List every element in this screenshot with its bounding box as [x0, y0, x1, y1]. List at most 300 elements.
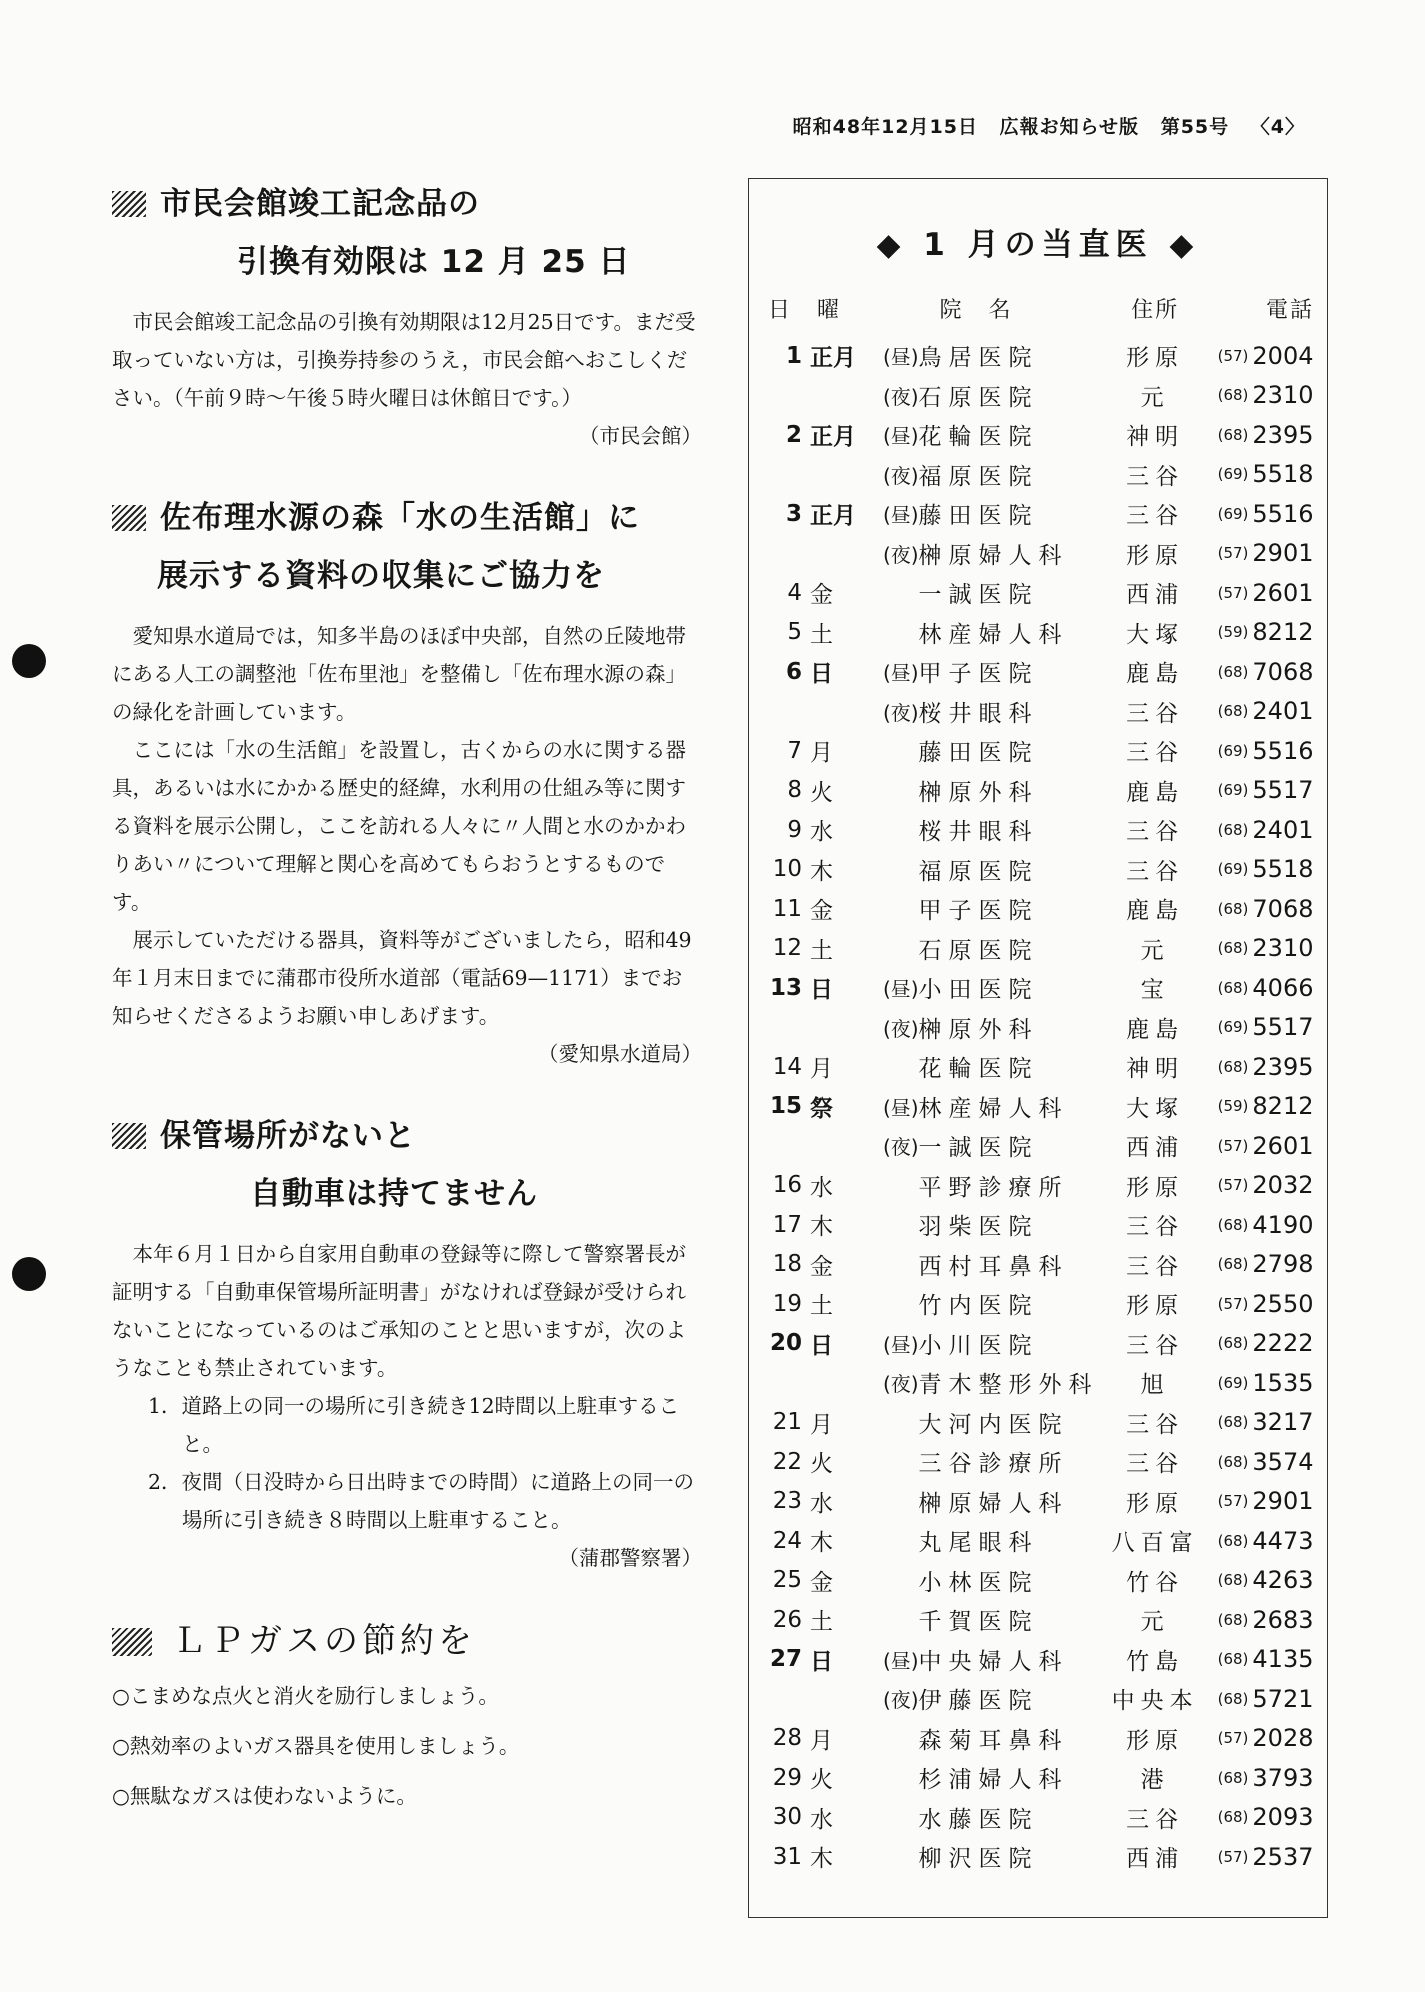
table-row: [767, 1482, 1315, 1522]
cell-address: 神明: [1126, 1056, 1185, 1083]
cell-dow: 日: [810, 1648, 833, 1675]
cell-shift: [857, 1837, 918, 1877]
cell-address: 元: [1140, 1609, 1170, 1636]
cell-area: (68): [1217, 978, 1249, 997]
cell-shift: (昼): [882, 1648, 919, 1673]
cell-address: 三谷: [1126, 1253, 1185, 1280]
cell-dow: 土: [810, 1293, 833, 1320]
cell-number: 5516: [1252, 499, 1314, 528]
cell-address: 形原: [1126, 1490, 1185, 1517]
cell-day: 3: [785, 500, 802, 527]
header-page: 〈4〉: [1250, 116, 1305, 138]
cell-area: (68): [1217, 1650, 1249, 1669]
cell-day: [767, 376, 810, 416]
cell-number: 4135: [1252, 1645, 1314, 1674]
cell-address: 宝: [1140, 977, 1170, 1004]
cell-dow: 木: [810, 1846, 833, 1873]
cell-shift: (昼): [882, 977, 919, 1002]
cell-number: 2222: [1252, 1329, 1314, 1358]
cell-shift: (夜): [882, 1688, 919, 1713]
cell-area: (57): [1217, 1136, 1249, 1155]
cell-dow: [810, 1126, 857, 1166]
cell-area: (57): [1217, 1294, 1249, 1313]
col-header-hospital: 院 名: [939, 297, 1021, 323]
cell-hospital: 林産婦人科: [918, 1095, 1069, 1122]
cell-area: (68): [1217, 702, 1249, 721]
cell-day: 7: [787, 737, 802, 764]
cell-area: (68): [1217, 820, 1249, 839]
table-row: [767, 968, 1315, 1008]
table-row: [767, 1324, 1315, 1364]
table-row: [767, 1640, 1315, 1680]
cell-address: 形原: [1126, 1727, 1185, 1754]
cell-day: 21: [772, 1409, 802, 1436]
table-row: [767, 771, 1315, 811]
cell-day: 24: [772, 1527, 802, 1554]
cell-shift: (夜): [882, 542, 919, 567]
cell-area: (57): [1217, 1729, 1249, 1748]
table-row: [767, 376, 1315, 416]
cell-address: 港: [1140, 1767, 1170, 1794]
cell-dow: 木: [810, 1214, 833, 1241]
cell-dow: 月: [810, 1411, 833, 1438]
cell-number: 2401: [1252, 815, 1314, 844]
cell-day: 8: [787, 777, 802, 804]
col-header-phone: 電話: [1265, 297, 1314, 323]
cell-day: 20: [769, 1330, 802, 1357]
cell-area: (57): [1217, 1847, 1249, 1866]
table-row: [767, 1126, 1315, 1166]
table-row: [767, 1600, 1315, 1640]
cell-day: 9: [787, 816, 802, 843]
cell-dow: [810, 1679, 857, 1719]
table-row: [767, 810, 1315, 850]
cell-number: 5517: [1252, 1013, 1314, 1042]
cell-area: (68): [1217, 1610, 1249, 1629]
hatch-mark-icon: [112, 1123, 146, 1149]
cell-hospital: 小田医院: [918, 977, 1039, 1004]
cell-area: (69): [1217, 860, 1249, 879]
table-row: [767, 692, 1315, 732]
cell-hospital: 一誠医院: [918, 1135, 1039, 1162]
table-row: [767, 1245, 1315, 1285]
table-row: [767, 1679, 1315, 1719]
binding-hole-icon: [12, 1257, 46, 1291]
article-source: （市民会館）: [579, 424, 702, 448]
cell-area: (69): [1217, 781, 1249, 800]
table-row: [767, 1561, 1315, 1601]
cell-shift: [857, 1442, 918, 1482]
cell-hospital: 中央婦人科: [918, 1648, 1069, 1675]
cell-number: 2395: [1252, 420, 1314, 449]
cell-number: 2601: [1252, 1131, 1314, 1160]
cell-address: 三谷: [1126, 700, 1185, 727]
cell-day: 19: [772, 1290, 802, 1317]
cell-number: 5518: [1252, 460, 1314, 489]
cell-hospital: 藤田医院: [918, 740, 1039, 767]
cell-hospital: 鳥居医院: [918, 345, 1039, 372]
cell-day: 5: [787, 619, 802, 646]
cell-shift: [857, 1561, 918, 1601]
cell-dow: [810, 534, 857, 574]
cell-shift: (夜): [882, 1016, 919, 1041]
cell-address: 大塚: [1126, 1095, 1185, 1122]
cell-hospital: 丸尾眼科: [918, 1530, 1039, 1557]
article-body: 市民会館竣工記念品の引換有効期限は12月25日です。まだ受取っていない方は，引換券持参のうえ，市民会館へおこしください。（午前９時〜午後５時火曜日は休館日です。） （市民会館）: [112, 303, 702, 455]
header-issue: 第55号: [1160, 116, 1230, 138]
table-row: [767, 613, 1315, 653]
cell-shift: (夜): [882, 384, 919, 409]
cell-hospital: 甲子医院: [918, 661, 1039, 688]
cell-area: (57): [1217, 1176, 1249, 1195]
cell-number: 2683: [1252, 1605, 1314, 1634]
cell-shift: [857, 613, 918, 653]
cell-area: (68): [1217, 1531, 1249, 1550]
table-row: [767, 1719, 1315, 1759]
cell-hospital: 石原医院: [918, 937, 1039, 964]
cell-dow: 日: [810, 977, 833, 1004]
cell-address: 中央本: [1111, 1688, 1199, 1715]
cell-number: 2901: [1252, 1487, 1314, 1516]
cell-area: (69): [1217, 1018, 1249, 1037]
cell-area: (68): [1217, 1334, 1249, 1353]
cell-address: 三谷: [1126, 1332, 1185, 1359]
cell-day: 17: [772, 1211, 802, 1238]
cell-address: 竹島: [1126, 1648, 1185, 1675]
cell-address: 元: [1140, 384, 1170, 411]
cell-dow: 日: [810, 1332, 833, 1359]
cell-day: 31: [772, 1843, 802, 1870]
list-item: ○こまめな点火と消火を励行しましょう。: [112, 1684, 499, 1708]
table-row: [767, 1837, 1315, 1877]
cell-address: 三谷: [1126, 1214, 1185, 1241]
cell-day: 12: [772, 935, 802, 962]
cell-area: (57): [1217, 544, 1249, 563]
cell-shift: (昼): [882, 424, 919, 449]
article-civic-hall: [112, 175, 702, 455]
article-title: ＬＰガスの節約を: [112, 1611, 702, 1671]
page-header: [779, 112, 1305, 139]
article-lp-gas: [112, 1611, 702, 1821]
cell-number: 3217: [1252, 1408, 1314, 1437]
cell-hospital: 花輪医院: [918, 1056, 1039, 1083]
cell-dow: 月: [810, 740, 833, 767]
cell-area: (68): [1217, 425, 1249, 444]
cell-shift: [857, 1719, 918, 1759]
cell-dow: 火: [810, 1767, 833, 1794]
cell-number: 7068: [1252, 657, 1314, 686]
article-parking: [112, 1107, 702, 1577]
cell-dow: [810, 692, 857, 732]
cell-area: (68): [1217, 1571, 1249, 1590]
cell-dow: 木: [810, 1530, 833, 1557]
cell-hospital: 林産婦人科: [918, 621, 1069, 648]
cell-number: 2032: [1252, 1171, 1314, 1200]
cell-hospital: 水藤医院: [918, 1806, 1039, 1833]
cell-address: 西浦: [1126, 1846, 1185, 1873]
list-item: 2．夜間（日没時から日出時までの時間）に道路上の同一の場所に引き続き８時間以上駐車すること。: [148, 1470, 695, 1532]
cell-day: 23: [772, 1488, 802, 1515]
cell-dow: [810, 1363, 857, 1403]
cell-dow: 土: [810, 621, 833, 648]
cell-hospital: 杉浦婦人科: [918, 1767, 1069, 1794]
list-item: ○熱効率のよいガス器具を使用しましょう。: [112, 1734, 520, 1758]
cell-dow: [810, 455, 857, 495]
left-column: [112, 175, 702, 1855]
cell-address: 鹿島: [1126, 898, 1185, 925]
cell-shift: [857, 1521, 918, 1561]
cell-dow: 金: [810, 582, 833, 609]
cell-day: 10: [772, 856, 802, 883]
cell-address: 形原: [1126, 1293, 1185, 1320]
table-row: [767, 1442, 1315, 1482]
header-publication: 広報お知らせ版: [999, 116, 1140, 138]
cell-hospital: 甲子医院: [918, 898, 1039, 925]
cell-address: 西浦: [1126, 1135, 1185, 1162]
cell-address: 三谷: [1126, 1451, 1185, 1478]
cell-hospital: 小川医院: [918, 1332, 1039, 1359]
cell-number: 2395: [1252, 1052, 1314, 1081]
cell-area: (59): [1217, 623, 1249, 642]
cell-number: 3574: [1252, 1447, 1314, 1476]
list-item: 1．道路上の同一の場所に引き続き12時間以上駐車すること。: [148, 1394, 680, 1456]
cell-area: (68): [1217, 1057, 1249, 1076]
cell-shift: [857, 1798, 918, 1838]
cell-day: 6: [785, 658, 802, 685]
cell-number: 4190: [1252, 1210, 1314, 1239]
cell-dow: 月: [810, 1727, 833, 1754]
cell-hospital: 榊原外科: [918, 1016, 1039, 1043]
cell-area: (69): [1217, 465, 1249, 484]
cell-dow: 水: [810, 819, 833, 846]
cell-dow: 木: [810, 858, 833, 885]
cell-hospital: 柳沢医院: [918, 1846, 1039, 1873]
cell-hospital: 福原医院: [918, 463, 1039, 490]
cell-hospital: 三谷診療所: [918, 1451, 1069, 1478]
cell-area: (68): [1217, 1808, 1249, 1827]
cell-dow: 金: [810, 1253, 833, 1280]
cell-number: 2310: [1252, 934, 1314, 963]
cell-number: 8212: [1252, 618, 1314, 647]
article-body: 愛知県水道局では，知多半島のほぼ中央部，自然の丘陵地帯にある人工の調整池「佐布里池」を整備し「佐布理水源の森」の緑化を計画しています。 ここには「水の生活館」を設置し，古くからの水に関する器具，あるいは水にかかる歴史的経緯，水利用の仕組み等に関する資料を展示公開し，ここを訪れる人々に〃人間と水のかかわりあい〃について理解と関心を高めてもらおうとするものです。 展示していただける器具，資料等がございましたら，昭和49年１月末日までに蒲郡市役所水道部（電話69—1171）までお知らせくださるようお願い申しあげます。 （愛知県水道局）: [112, 617, 702, 1073]
cell-address: 西浦: [1126, 582, 1185, 609]
cell-number: 5517: [1252, 776, 1314, 805]
cell-hospital: 桜井眼科: [918, 819, 1039, 846]
cell-number: 2798: [1252, 1250, 1314, 1279]
cell-day: 13: [769, 974, 802, 1001]
cell-number: 2550: [1252, 1289, 1314, 1318]
table-row: [767, 455, 1315, 495]
cell-day: [767, 1679, 810, 1719]
cell-dow: 月: [810, 1056, 833, 1083]
cell-area: (57): [1217, 1492, 1249, 1511]
header-date: 昭和48年12月15日: [792, 116, 978, 138]
list-item: ○無駄なガスは使わないように。: [112, 1784, 417, 1808]
cell-area: (68): [1217, 386, 1249, 405]
table-row: [767, 534, 1315, 574]
cell-dow: 水: [810, 1174, 833, 1201]
cell-dow: [810, 376, 857, 416]
cell-hospital: 千賀医院: [918, 1609, 1039, 1636]
cell-hospital: 西村耳鼻科: [918, 1253, 1069, 1280]
cell-address: 元: [1140, 937, 1170, 964]
cell-number: 2004: [1252, 341, 1314, 370]
cell-day: 26: [772, 1606, 802, 1633]
cell-day: 15: [769, 1093, 802, 1120]
table-row: [767, 850, 1315, 890]
cell-dow: [810, 1008, 857, 1048]
cell-hospital: 福原医院: [918, 858, 1039, 885]
table-row: [767, 1403, 1315, 1443]
cell-address: 三谷: [1126, 740, 1185, 767]
cell-shift: [857, 850, 918, 890]
article-body: 本年６月１日から自家用自動車の登録等に際して警察署長が証明する「自動車保管場所証明書」がなければ登録が受けられないことになっているのはご承知のことと思いますが，次のようなことも禁止されています。 1．道路上の同一の場所に引き続き12時間以上駐車すること。 2．夜間（日没時から日出時までの時間）に道路上の同一の場所に引き続き８時間以上駐車すること。 （蒲郡警察署）: [112, 1235, 702, 1577]
cell-address: 鹿島: [1126, 1016, 1185, 1043]
cell-area: (68): [1217, 1689, 1249, 1708]
cell-hospital: 花輪医院: [918, 424, 1039, 451]
cell-hospital: 大河内医院: [918, 1411, 1069, 1438]
cell-dow: 土: [810, 1609, 833, 1636]
table-row: [767, 1521, 1315, 1561]
cell-hospital: 竹内医院: [918, 1293, 1039, 1320]
cell-hospital: 伊藤医院: [918, 1688, 1039, 1715]
table-row: [767, 929, 1315, 969]
cell-hospital: 藤田医院: [918, 503, 1039, 530]
cell-shift: [857, 1047, 918, 1087]
cell-day: 2: [785, 421, 802, 448]
cell-shift: [857, 889, 918, 929]
article-title: 保管場所がないと 自動車は持てません: [112, 1107, 702, 1223]
cell-shift: (夜): [882, 1372, 919, 1397]
cell-day: [767, 1363, 810, 1403]
cell-dow: 火: [810, 779, 833, 806]
table-row: [767, 1087, 1315, 1127]
cell-hospital: 桜井眼科: [918, 700, 1039, 727]
cell-address: 三谷: [1126, 463, 1185, 490]
table-row: [767, 1205, 1315, 1245]
cell-day: [767, 534, 810, 574]
table-row: [767, 1008, 1315, 1048]
cell-dow: 水: [810, 1806, 833, 1833]
cell-area: (68): [1217, 1255, 1249, 1274]
cell-shift: [857, 1166, 918, 1206]
cell-day: 28: [772, 1725, 802, 1752]
cell-dow: 正月: [810, 345, 856, 372]
cell-day: 11: [772, 895, 802, 922]
cell-address: 竹谷: [1126, 1569, 1185, 1596]
cell-dow: 正月: [810, 424, 856, 451]
cell-day: 22: [772, 1448, 802, 1475]
hatch-mark-icon: [112, 191, 146, 217]
cell-day: [767, 1126, 810, 1166]
duty-table: [767, 280, 1315, 1877]
cell-address: 大塚: [1126, 621, 1185, 648]
cell-number: 2537: [1252, 1842, 1314, 1871]
col-header-address: 住所: [1131, 297, 1180, 323]
cell-area: (68): [1217, 662, 1249, 681]
cell-shift: [857, 1758, 918, 1798]
cell-hospital: 榊原婦人科: [918, 542, 1069, 569]
cell-day: [767, 692, 810, 732]
cell-area: (68): [1217, 1413, 1249, 1432]
cell-address: 形原: [1126, 345, 1185, 372]
cell-day: 27: [769, 1646, 802, 1673]
cell-shift: [857, 771, 918, 811]
cell-dow: 金: [810, 1569, 833, 1596]
table-row: [767, 336, 1315, 376]
cell-address: 神明: [1126, 424, 1185, 451]
article-source: （愛知県水道局）: [538, 1042, 702, 1066]
hatch-mark-icon: [112, 1628, 152, 1656]
col-header-day: 日 曜: [768, 297, 849, 323]
cell-area: (57): [1217, 346, 1249, 365]
cell-dow: 正月: [810, 503, 856, 530]
cell-shift: [857, 810, 918, 850]
cell-hospital: 森菊耳鼻科: [918, 1727, 1069, 1754]
cell-day: 25: [772, 1567, 802, 1594]
cell-number: 4473: [1252, 1526, 1314, 1555]
cell-hospital: 青木整形外科: [918, 1372, 1099, 1399]
cell-number: 5518: [1252, 855, 1314, 884]
table-row: [767, 1284, 1315, 1324]
cell-area: (68): [1217, 899, 1249, 918]
table-row: [767, 1758, 1315, 1798]
cell-shift: (夜): [882, 700, 919, 725]
cell-number: 2601: [1252, 578, 1314, 607]
cell-address: 鹿島: [1126, 779, 1185, 806]
cell-hospital: 平野診療所: [918, 1174, 1069, 1201]
cell-area: (68): [1217, 939, 1249, 958]
cell-number: 2093: [1252, 1803, 1314, 1832]
cell-number: 2901: [1252, 539, 1314, 568]
cell-address: 三谷: [1126, 819, 1185, 846]
article-title: 佐布理水源の森「水の生活館」に 展示する資料の収集にご協力を: [112, 489, 702, 605]
cell-dow: 火: [810, 1451, 833, 1478]
cell-address: 三谷: [1126, 1411, 1185, 1438]
cell-area: (69): [1217, 741, 1249, 760]
cell-area: (69): [1217, 1373, 1249, 1392]
cell-address: 三谷: [1126, 503, 1185, 530]
cell-number: 4263: [1252, 1566, 1314, 1595]
cell-area: (68): [1217, 1452, 1249, 1471]
cell-number: 5516: [1252, 736, 1314, 765]
cell-number: 2401: [1252, 697, 1314, 726]
cell-dow: 金: [810, 898, 833, 925]
cell-number: 1535: [1252, 1368, 1314, 1397]
cell-number: 5721: [1252, 1684, 1314, 1713]
cell-address: 鹿島: [1126, 661, 1185, 688]
cell-area: (68): [1217, 1215, 1249, 1234]
cell-address: 三谷: [1126, 1806, 1185, 1833]
cell-dow: 土: [810, 937, 833, 964]
cell-day: 1: [785, 342, 802, 369]
cell-shift: (昼): [882, 503, 919, 528]
cell-number: 8212: [1252, 1092, 1314, 1121]
article-source: （蒲郡警察署）: [558, 1546, 702, 1570]
cell-address: 形原: [1126, 1174, 1185, 1201]
cell-shift: [857, 731, 918, 771]
cell-shift: (昼): [882, 1332, 919, 1357]
cell-day: 14: [772, 1053, 802, 1080]
hatch-mark-icon: [112, 505, 146, 531]
table-row: [767, 1047, 1315, 1087]
table-row: [767, 415, 1315, 455]
cell-number: 7068: [1252, 894, 1314, 923]
cell-shift: [857, 929, 918, 969]
binding-hole-icon: [12, 644, 46, 678]
cell-day: 18: [772, 1251, 802, 1278]
cell-dow: 祭: [810, 1095, 833, 1122]
